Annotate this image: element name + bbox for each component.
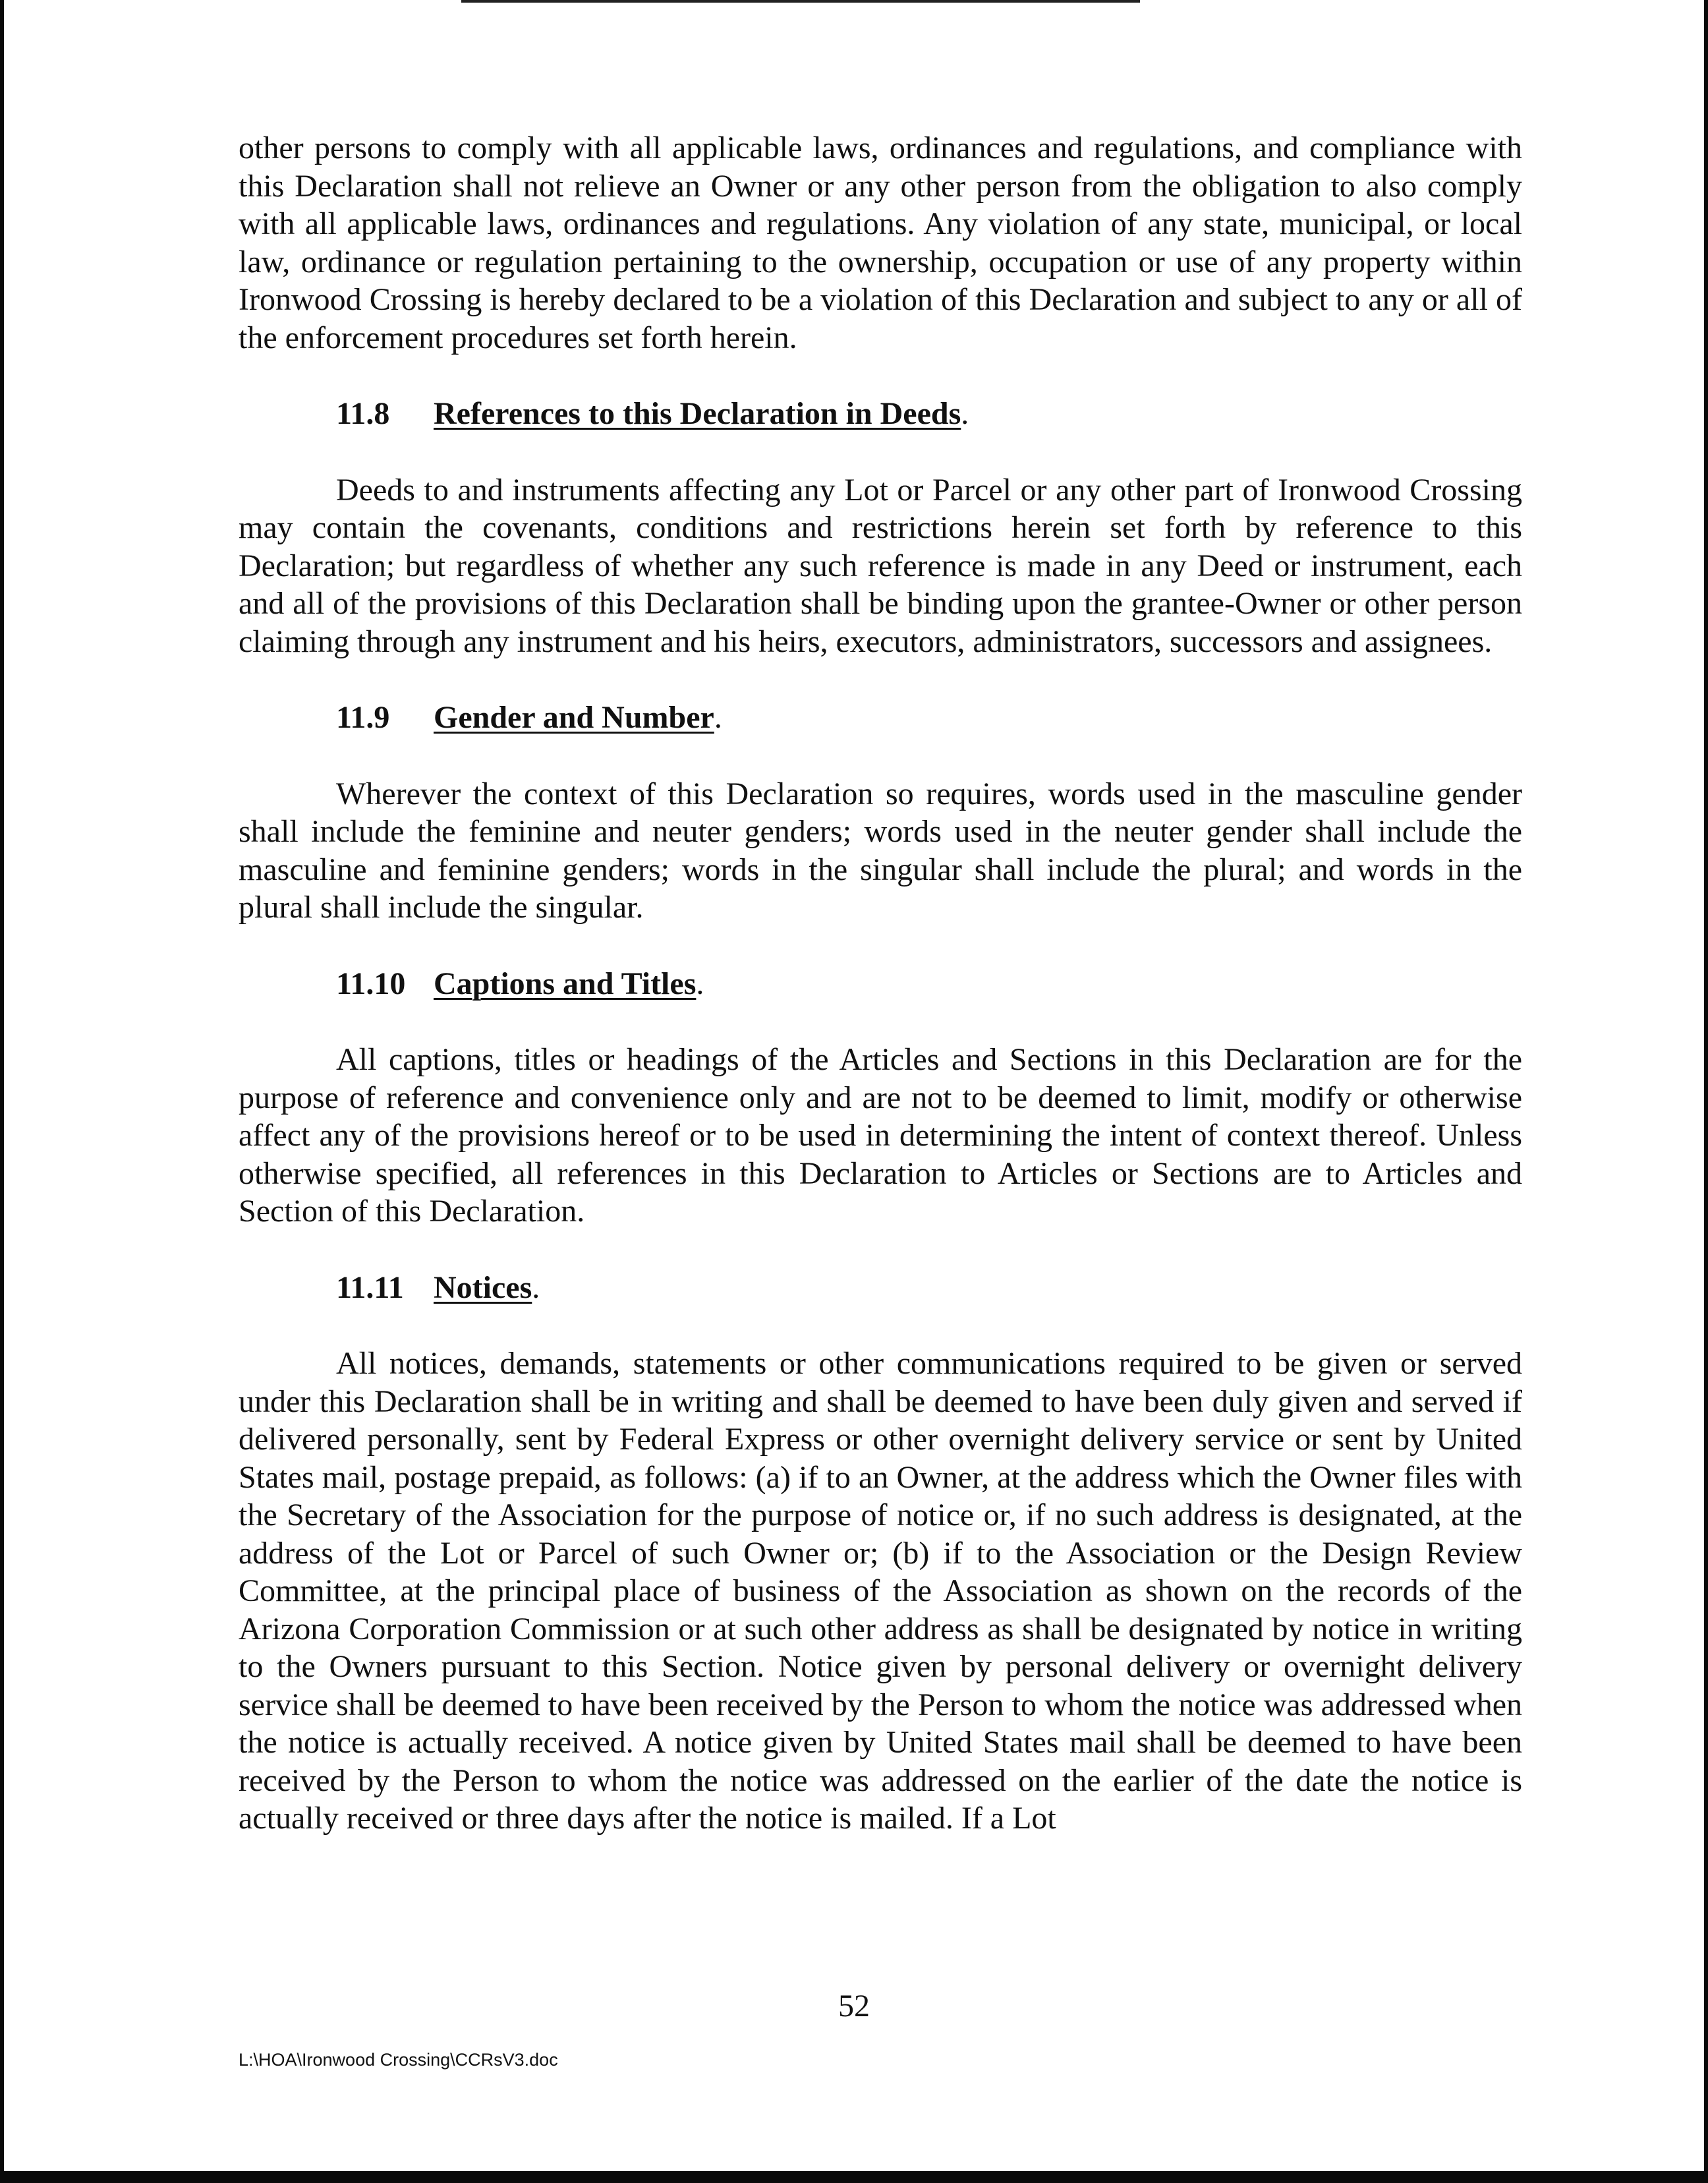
top-scan-rule [461, 0, 1140, 3]
section-number: 11.11 [336, 1269, 404, 1305]
section-body-11-9: Wherever the context of this Declaration so requires, words used in the masculine gender shall include the feminine and neuter genders; words used in the neuter gender shall include the masculine and feminine genders; words in the singular shall include the plural; and words in the plural shall include the singular. [239, 776, 1522, 925]
section-title: Notices [434, 1269, 532, 1305]
document-page [239, 129, 1522, 1838]
section-number: 11.9 [336, 700, 390, 735]
heading-period: . [714, 700, 722, 735]
section-body-11-8: Deeds to and instruments affecting any Lot or Parcel or any other part of Ironwood Crossing may contain the covenants, conditions and restrictions herein set forth by reference to this Declaration; but regardless of whether any such reference is made in any Deed or instrument, each and all of the provisions of this Declaration shall be binding upon the grantee-Owner or other person claiming through any instrument and his heirs, executors, administrators, successors and assignees. [239, 472, 1522, 659]
intro-paragraph: other persons to comply with all applicable laws, ordinances and regulations, and compliance with this Declaration shall not relieve an Owner or any other person from the obligation to also comply with all applicable laws, ordinances and regulations. Any violation of any state, municipal, or local law, ordinance or regulation pertaining to the ownership, occupation or use of any property within Ironwood Crossing is hereby declared to be a violation of this Declaration and subject to any or all of the enforcement procedures set forth herein. [239, 131, 1522, 355]
footer-file-path: L:\HOA\Ironwood Crossing\CCRsV3.doc [239, 2050, 558, 2070]
section-body-11-10: All captions, titles or headings of the Articles and Sections in this Declaration are for the purpose of reference and convenience only and are not to be deemed to limit, modify or otherwise affect any of the provisions hereof or to be used in determining the intent of context thereof. Unless otherwise specified, all references in this Declaration to Articles or Sections are to Articles and Section of this Declaration. [239, 1042, 1522, 1229]
section-heading-11-11 [239, 1269, 1522, 1307]
section-title: References to this Declaration in Deeds [434, 396, 961, 431]
section-title: Captions and Titles [434, 966, 697, 1001]
section-title: Gender and Number [434, 700, 714, 735]
page-number: 52 [838, 1989, 870, 2023]
heading-period: . [961, 396, 969, 431]
heading-period: . [696, 966, 704, 1001]
section-number: 11.10 [336, 966, 406, 1001]
section-heading-11-9 [239, 699, 1522, 737]
section-number: 11.8 [336, 396, 390, 431]
heading-period: . [532, 1269, 540, 1305]
section-heading-11-8 [239, 395, 1522, 433]
section-heading-11-10 [239, 965, 1522, 1003]
section-body-11-11: All notices, demands, statements or other communications required to be given or served under this Declaration shall be in writing and shall be deemed to have been duly given and served if delivered personally, sent by Federal Express or other overnight delivery service or sent by United States mail, postage prepaid, as follows: (a) if to an Owner, at the address which the Owner files with the Secretary of the Association for the purpose of notice or, if no such address is designated, at the address of the Lot or Parcel of such Owner or; (b) if to the Association or the Design Review Committee, at the principal place of business of the Association as shown on the records of the Arizona Corporation Commission or at such other address as shall be designated by notice in writing to the Owners pursuant to this Section. Notice given by personal delivery or overnight delivery service shall be deemed to have been received by the Person to whom the notice was addressed when the notice is actually received. A notice given by United States mail shall be deemed to have been received by the Person to whom the notice was addressed on the earlier of the date the notice is actually received or three days after the notice is mailed. If a Lot [239, 1346, 1522, 1836]
